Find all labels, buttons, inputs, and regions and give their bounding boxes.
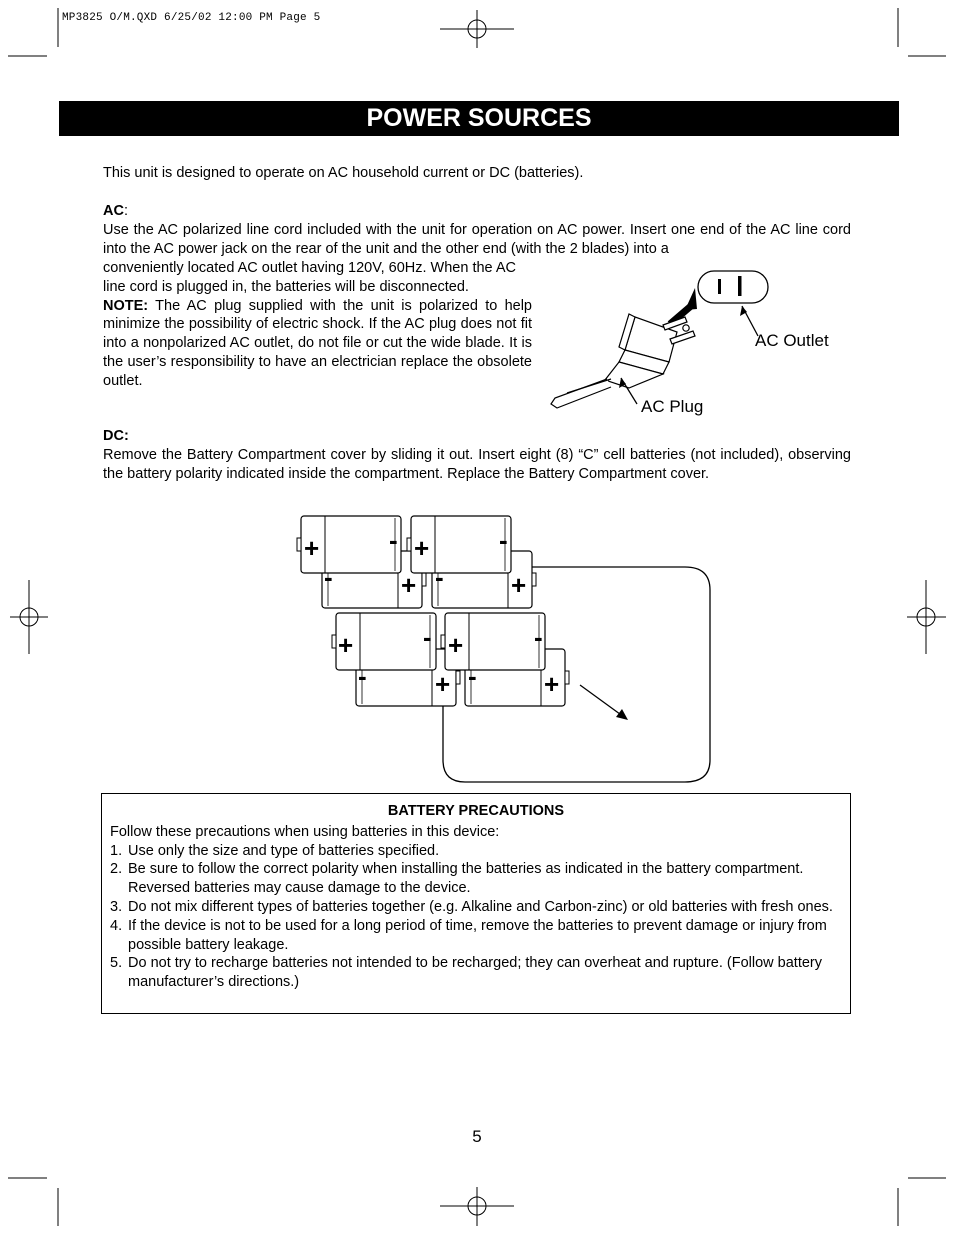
precaution-number: 5. bbox=[110, 955, 123, 972]
plus-sign: + bbox=[448, 630, 464, 660]
page-number: 5 bbox=[472, 1127, 482, 1146]
precautions-intro: Follow these precautions when using batteries in this device: bbox=[110, 823, 500, 840]
plus-sign: + bbox=[304, 533, 320, 563]
plus-sign: + bbox=[401, 570, 417, 600]
direction-arrow bbox=[580, 685, 624, 717]
plus-sign: + bbox=[544, 669, 560, 699]
precaution-number: 3. bbox=[110, 898, 123, 915]
ac-continuation-text: conveniently located AC outlet having 120V, 60Hz. When the AC line cord is plugged in, the batteries will be disconnected. bbox=[103, 260, 516, 295]
ac-plug-icon bbox=[551, 314, 695, 408]
print-slug: MP3825 O/M.QXD 6/25/02 12:00 PM Page 5 bbox=[62, 12, 321, 24]
intro-paragraph: This unit is designed to operate on AC household current or DC (batteries). bbox=[103, 165, 584, 181]
note-label: NOTE: bbox=[103, 297, 149, 314]
precaution-item bbox=[110, 860, 842, 898]
minus-sign: - bbox=[468, 661, 477, 691]
minus-sign: - bbox=[499, 525, 508, 555]
precaution-number: 1. bbox=[110, 842, 123, 859]
ac-paragraph: Use the AC polarized line cord included with the unit for operation on AC power. Insert one end of the AC line cord into the AC power jack on the rear of the unit and the other end (with the 2 blades) into a bbox=[103, 222, 851, 257]
battery-compartment-diagram bbox=[290, 505, 730, 795]
ac-outlet-label: AC Outlet bbox=[755, 331, 829, 350]
minus-sign: - bbox=[358, 661, 367, 691]
minus-sign: - bbox=[435, 562, 444, 592]
precaution-number: 4. bbox=[110, 917, 123, 934]
precaution-text: Do not mix different types of batteries together (e.g. Alkaline and Carbon-zinc) or old batteries with fresh ones. bbox=[128, 898, 833, 915]
ac-heading-suffix: : bbox=[123, 203, 128, 219]
precaution-text: Do not try to recharge batteries not intended to be recharged; they can overheat and rupture. (Follow battery manufacturer’s directions.) bbox=[128, 955, 822, 991]
precaution-text: If the device is not to be used for a long period of time, remove the batteries to prevent damage or injury from possible battery leakage. bbox=[128, 917, 827, 953]
note-text: The AC plug supplied with the unit is polarized to help minimize the possibility of electric shock. If the AC plug does not fit into a nonpolarized AC outlet, do not file or cut the wide blade. It is the user’s responsibility to have an electrician replace the obsolete outlet. bbox=[103, 297, 532, 389]
ac-heading-label: AC bbox=[103, 203, 124, 219]
precaution-item bbox=[110, 842, 842, 861]
precaution-item bbox=[110, 898, 842, 917]
precaution-text: Be sure to follow the correct polarity when installing the batteries as indicated in the battery compartment. Reversed batteries may cause damage to the device. bbox=[128, 861, 804, 897]
plus-sign: + bbox=[511, 570, 527, 600]
precaution-item bbox=[110, 917, 842, 955]
dc-heading bbox=[103, 427, 129, 446]
plus-sign: + bbox=[435, 669, 451, 699]
minus-sign: - bbox=[534, 622, 543, 652]
minus-sign: - bbox=[423, 622, 432, 652]
battery-precautions-box bbox=[101, 793, 851, 1014]
precaution-number: 2. bbox=[110, 861, 123, 878]
dc-paragraph: Remove the Battery Compartment cover by sliding it out. Insert eight (8) “C” cell batteries (not included), observing the battery polarity indicated inside the compartment. Replace the Battery Compartment cover. bbox=[103, 447, 851, 482]
minus-sign: - bbox=[324, 562, 333, 592]
minus-sign: - bbox=[389, 525, 398, 555]
plus-sign: + bbox=[414, 533, 430, 563]
dc-heading-label: DC: bbox=[103, 428, 129, 444]
precaution-text: Use only the size and type of batteries specified. bbox=[128, 842, 440, 859]
ac-outlet-icon bbox=[698, 271, 768, 303]
precaution-item bbox=[110, 954, 842, 992]
page-title: POWER SOURCES bbox=[59, 101, 899, 136]
ac-plug-label: AC Plug bbox=[641, 397, 704, 416]
ac-note bbox=[103, 297, 532, 391]
plus-sign: + bbox=[338, 630, 354, 660]
ac-plug-illustration bbox=[545, 262, 845, 422]
precautions-title: BATTERY PRECAUTIONS bbox=[387, 803, 565, 819]
ac-paragraph-continued bbox=[103, 259, 532, 391]
ac-heading bbox=[103, 202, 128, 221]
